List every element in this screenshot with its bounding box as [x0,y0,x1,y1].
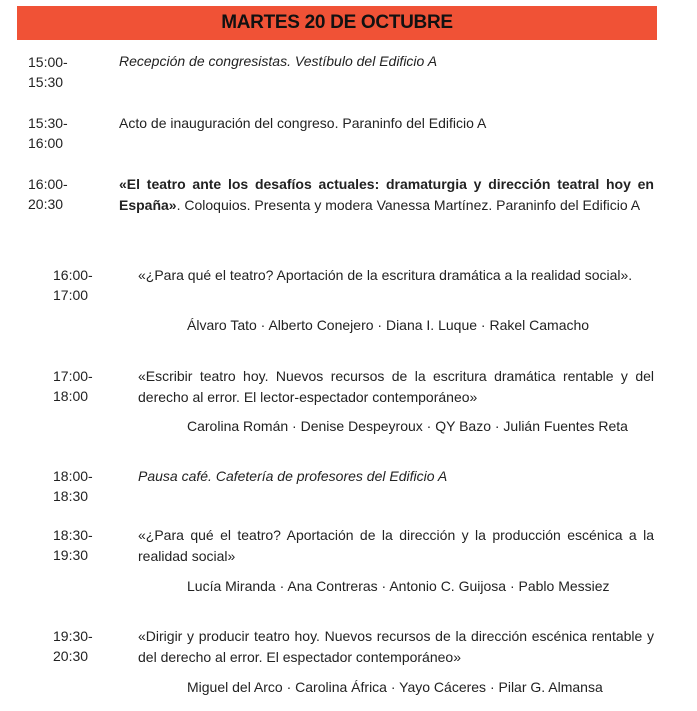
session-title: «Dirigir y producir teatro hoy. Nuevos recursos de la dirección escénica rentable y del derecho al error. El espectador contemporáneo» [138,628,654,665]
time-end: 18:30 [53,488,89,504]
session-time [53,265,93,305]
symposium-title: «El teatro ante los desafíos actuales: dramaturgia y dirección teatral hoy en España» [119,176,654,213]
day-header: MARTES 20 DE OCTUBRE [17,6,657,40]
time-end: 18:00 [53,388,89,404]
time-end: 19:30 [53,547,89,563]
time-start: 15:00- [28,54,68,70]
session-time [53,525,93,565]
symposium-details: . Coloquios. Presenta y modera Vanessa Martínez. Paraninfo del Edificio A [176,196,641,213]
time-slot [28,52,68,92]
session-speakers: Álvaro Tato · Alberto Conejero · Diana I. Luque · Rakel Camacho [187,317,590,333]
time-end: 20:30 [28,196,64,212]
time-end: 16:00 [28,135,64,151]
session-time [53,366,93,406]
time-start: 18:30- [53,527,93,543]
time-end: 17:00 [53,287,89,303]
time-slot [28,174,68,214]
time-end: 20:30 [53,648,89,664]
session-speakers: Carolina Román · Denise Despeyroux · QY Bazo · Julián Fuentes Reta [187,418,628,434]
symposium-description [119,174,654,215]
session-title: «Escribir teatro hoy. Nuevos recursos de la escritura dramática rentable y del derecho al error. El lector-espectador contemporáneo» [138,368,654,405]
time-end: 15:30 [28,74,64,90]
session-speakers: Lucía Miranda · Ana Contreras · Antonio C. Guijosa · Pablo Messiez [187,578,610,594]
time-start: 17:00- [53,368,93,384]
schedule-item-text: Acto de inauguración del congreso. Paraninfo del Edificio A [119,115,487,131]
time-start: 15:30- [28,115,68,131]
time-start: 19:30- [53,628,93,644]
session-title: «¿Para qué el teatro? Aportación de la dirección y la producción escénica a la realidad social» [138,527,654,564]
schedule-item-text: Recepción de congresistas. Vestíbulo del Edificio A [119,53,438,69]
time-start: 18:00- [53,468,93,484]
time-start: 16:00- [28,176,68,192]
session-speakers: Miguel del Arco · Carolina África · Yayo Cáceres · Pilar G. Almansa [187,679,603,695]
session-title: «¿Para qué el teatro? Aportación de la escritura dramática a la realidad social». [138,267,633,283]
session-time [53,466,93,506]
session-time [53,626,93,666]
time-slot [28,113,68,153]
time-start: 16:00- [53,267,93,283]
break-item: Pausa café. Cafetería de profesores del Edificio A [138,468,448,484]
